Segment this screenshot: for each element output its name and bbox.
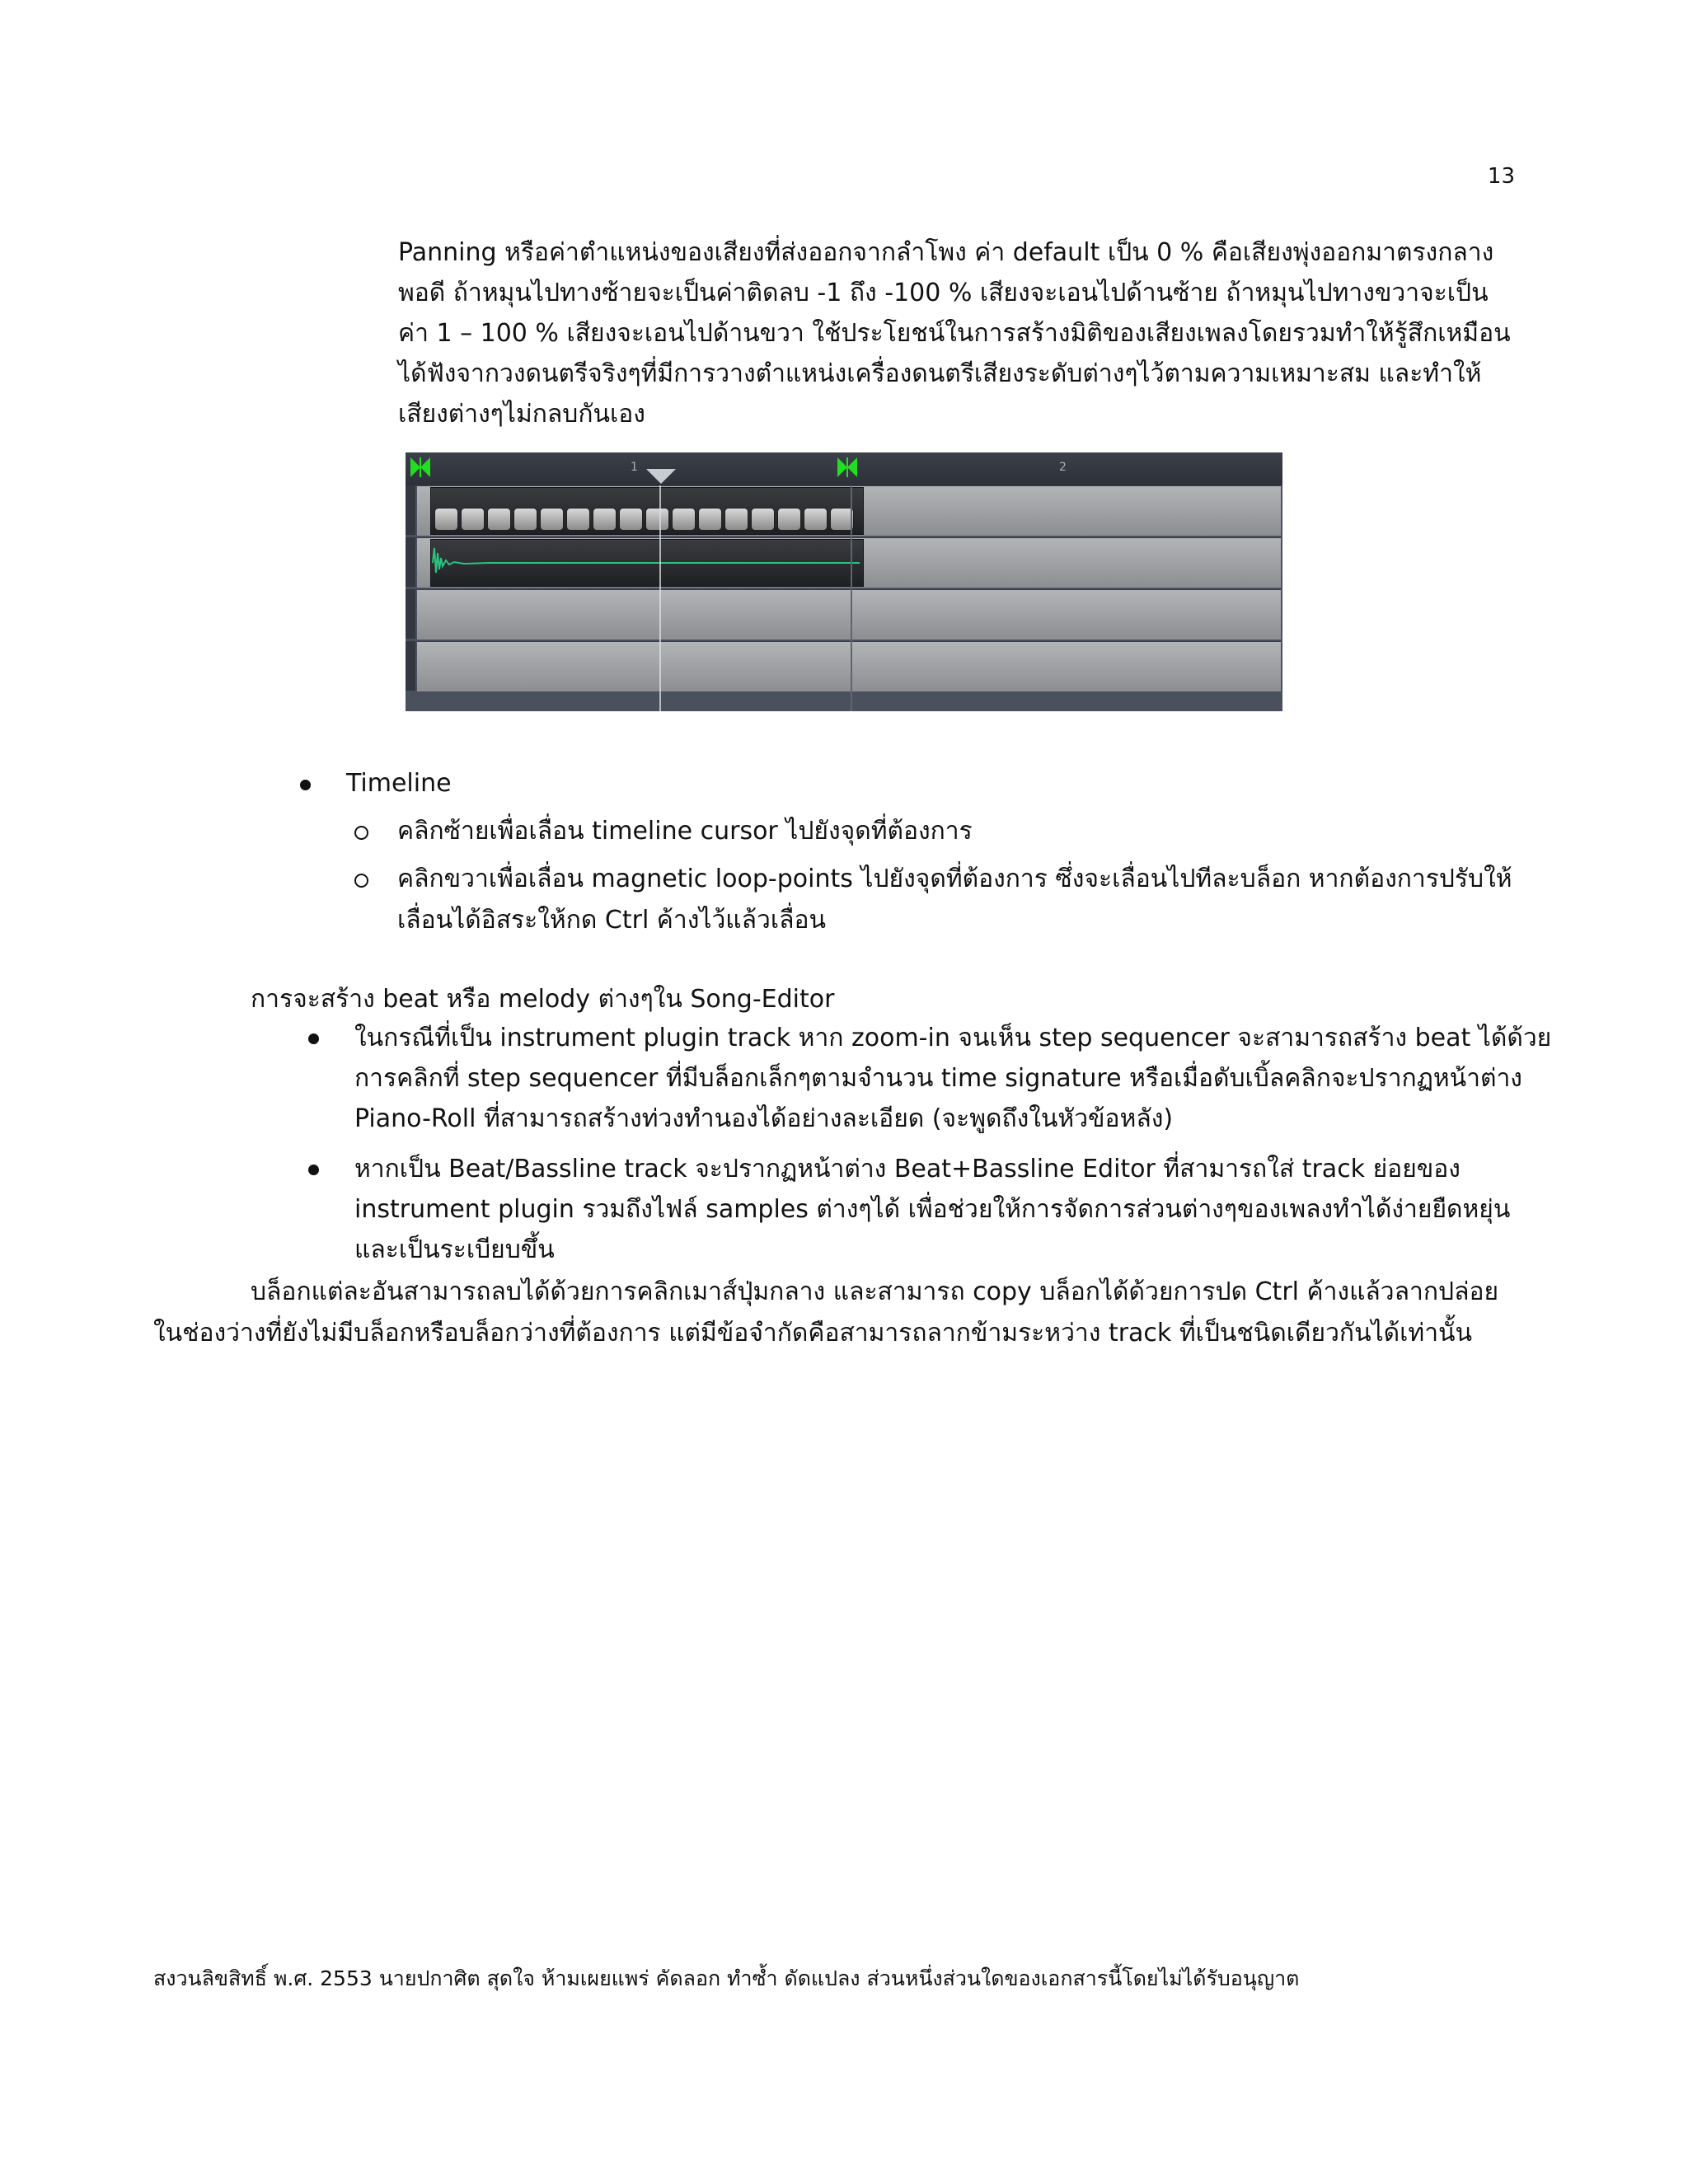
bar-label-2: 2 xyxy=(1059,461,1067,474)
bullet-icon xyxy=(308,1033,319,1044)
list-item-line: ในกรณีที่เป็น instrument plugin track หาก zoom-in จนเห็น step sequencer จะสามารถสร้าง beat ได้ด้วย xyxy=(354,1024,1552,1052)
step-button[interactable] xyxy=(698,508,722,531)
step-button[interactable] xyxy=(461,508,485,531)
empty-track[interactable] xyxy=(417,589,1281,640)
copyright-footer: สงวนลิขสิทธิ์ พ.ศ. 2553 นายปกาศิต สุดใจ ห้ามเผยแพร่ คัดลอก ทำซ้ำ ดัดแปลง ส่วนหนึ่งส่วนใดของเอกสารนี้โดยไม่ได้รับอนุญาต xyxy=(153,1966,1300,1990)
list-item-line: Piano-Roll ที่สามารถสร้างท่วงทำนองได้อย่างละเอียด (จะพูดถึงในหัวข้อหลัง) xyxy=(354,1104,1174,1133)
hollow-bullet-icon xyxy=(354,874,368,888)
step-button[interactable] xyxy=(513,508,537,531)
list-item-line: หากเป็น Beat/Bassline track จะปรากฏหน้าต่าง Beat+Bassline Editor ที่สามารถใส่ track ย่อยของ xyxy=(354,1155,1461,1183)
track-header[interactable] xyxy=(406,537,415,587)
pattern-block[interactable] xyxy=(430,487,864,535)
track-header[interactable] xyxy=(406,485,415,535)
track-header[interactable] xyxy=(406,641,415,691)
sub-item-text: เลื่อนได้อิสระให้กด Ctrl ค้างไว้แล้วเลื่อน xyxy=(397,906,827,935)
step-button[interactable] xyxy=(540,508,564,531)
intro-line: ได้ฟังจากวงดนตรีจริงๆที่มีการวางตำแหน่งเครื่องดนตรีเสียงระดับต่างๆไว้ตามความเหมาะสม และทำให้ xyxy=(398,359,1482,388)
step-button[interactable] xyxy=(487,508,511,531)
paragraph-line: ในช่องว่างที่ยังไม่มีบล็อกหรือบล็อกว่างที่ต้องการ แต่มีข้อจำกัดคือสามารถลากข้ามระหว่าง track ที่เป็นชนิดเดียวกันได้เท่านั้น xyxy=(153,1319,1473,1347)
step-button[interactable] xyxy=(593,508,617,531)
list-item xyxy=(346,763,1512,804)
intro-line: Panning หรือค่าตำแหน่งของเสียงที่ส่งออกจากลำโพง ค่า default เป็น 0 % คือเสียงพุ่งออกมาตรงกลาง xyxy=(398,238,1494,267)
bullet-icon xyxy=(308,1165,319,1175)
list-item-line: และเป็นระเบียบขึ้น xyxy=(354,1235,555,1264)
instrument-track[interactable] xyxy=(417,485,1281,536)
song-editor-screenshot xyxy=(406,452,1282,711)
intro-line: ค่า 1 – 100 % เสียงจะเอนไปด้านขวา ใช้ประโยชน์ในการสร้างมิติของเสียงเพลงโดยรวมทำให้รู้สึกเหมือน xyxy=(398,319,1511,348)
timeline-list xyxy=(346,763,1512,941)
timeline-title: Timeline xyxy=(346,769,452,798)
measure-divider xyxy=(851,485,852,711)
sample-track[interactable] xyxy=(417,537,1281,588)
step-button[interactable] xyxy=(724,508,748,531)
intro-paragraph xyxy=(398,232,1511,434)
timeline-cursor-line xyxy=(659,485,661,711)
list-item xyxy=(354,1149,1551,1270)
sample-block[interactable] xyxy=(430,539,864,587)
sub-item-text: คลิกขวาเพื่อเลื่อน magnetic loop-points ไปยังจุดที่ต้องการ ซึ่งจะเลื่อนไปทีละบล็อก หากต้องการปรับให้ xyxy=(397,865,1512,893)
step-sequencer[interactable] xyxy=(434,508,854,531)
step-button[interactable] xyxy=(672,508,696,531)
list-item xyxy=(354,1018,1551,1139)
bullet-icon xyxy=(300,780,311,790)
song-editor-list xyxy=(354,1018,1551,1270)
step-button[interactable] xyxy=(804,508,828,531)
waveform-icon xyxy=(431,540,863,586)
step-button[interactable] xyxy=(619,508,643,531)
timeline-bar[interactable] xyxy=(406,452,1282,485)
page-number: 13 xyxy=(1487,164,1515,189)
section-heading: การจะสร้าง beat หรือ melody ต่างๆใน Song-Editor xyxy=(251,985,835,1014)
step-button[interactable] xyxy=(777,508,801,531)
paragraph-line: บล็อกแต่ละอันสามารถลบได้ด้วยการคลิกเมาส์ปุ่มกลาง และสามารถ copy บล็อกได้ด้วยการปด Ctrl ค้างแล้วลากปล่อย xyxy=(251,1277,1499,1306)
hollow-bullet-icon xyxy=(354,826,368,840)
empty-track[interactable] xyxy=(417,641,1281,691)
list-item-line: instrument plugin รวมถึงไฟล์ samples ต่างๆได้ เพื่อช่วยให้การจัดการส่วนต่างๆของเพลงทำได้ง่ายยืดหยุ่น xyxy=(354,1195,1511,1224)
loop-start-marker-icon[interactable] xyxy=(409,456,432,479)
bar-label-1: 1 xyxy=(631,461,638,474)
step-button[interactable] xyxy=(751,508,775,531)
list-item xyxy=(397,859,1512,941)
step-button[interactable] xyxy=(645,508,669,531)
list-item xyxy=(397,811,1512,852)
closing-paragraph xyxy=(153,1272,1498,1354)
intro-line: เสียงต่างๆไม่กลบกันเอง xyxy=(398,400,645,429)
track-header[interactable] xyxy=(406,589,415,639)
loop-end-marker-icon[interactable] xyxy=(836,456,859,479)
intro-line: พอดี ถ้าหมุนไปทางซ้ายจะเป็นค่าติดลบ -1 ถึง -100 % เสียงจะเอนไปด้านซ้าย ถ้าหมุนไปทางขวาจะเป็น xyxy=(398,279,1489,307)
step-button[interactable] xyxy=(566,508,590,531)
step-button[interactable] xyxy=(434,508,458,531)
timeline-cursor-icon[interactable] xyxy=(646,469,676,484)
timeline-sublist xyxy=(397,811,1512,941)
list-item-line: การคลิกที่ step sequencer ที่มีบล็อกเล็กๆตามจำนวน time signature หรือเมื่อดับเบิ้ลคลิกจะปรากฏหน้าต่าง xyxy=(354,1064,1522,1093)
sub-item-text: คลิกซ้ายเพื่อเลื่อน timeline cursor ไปยังจุดที่ต้องการ xyxy=(397,817,973,846)
